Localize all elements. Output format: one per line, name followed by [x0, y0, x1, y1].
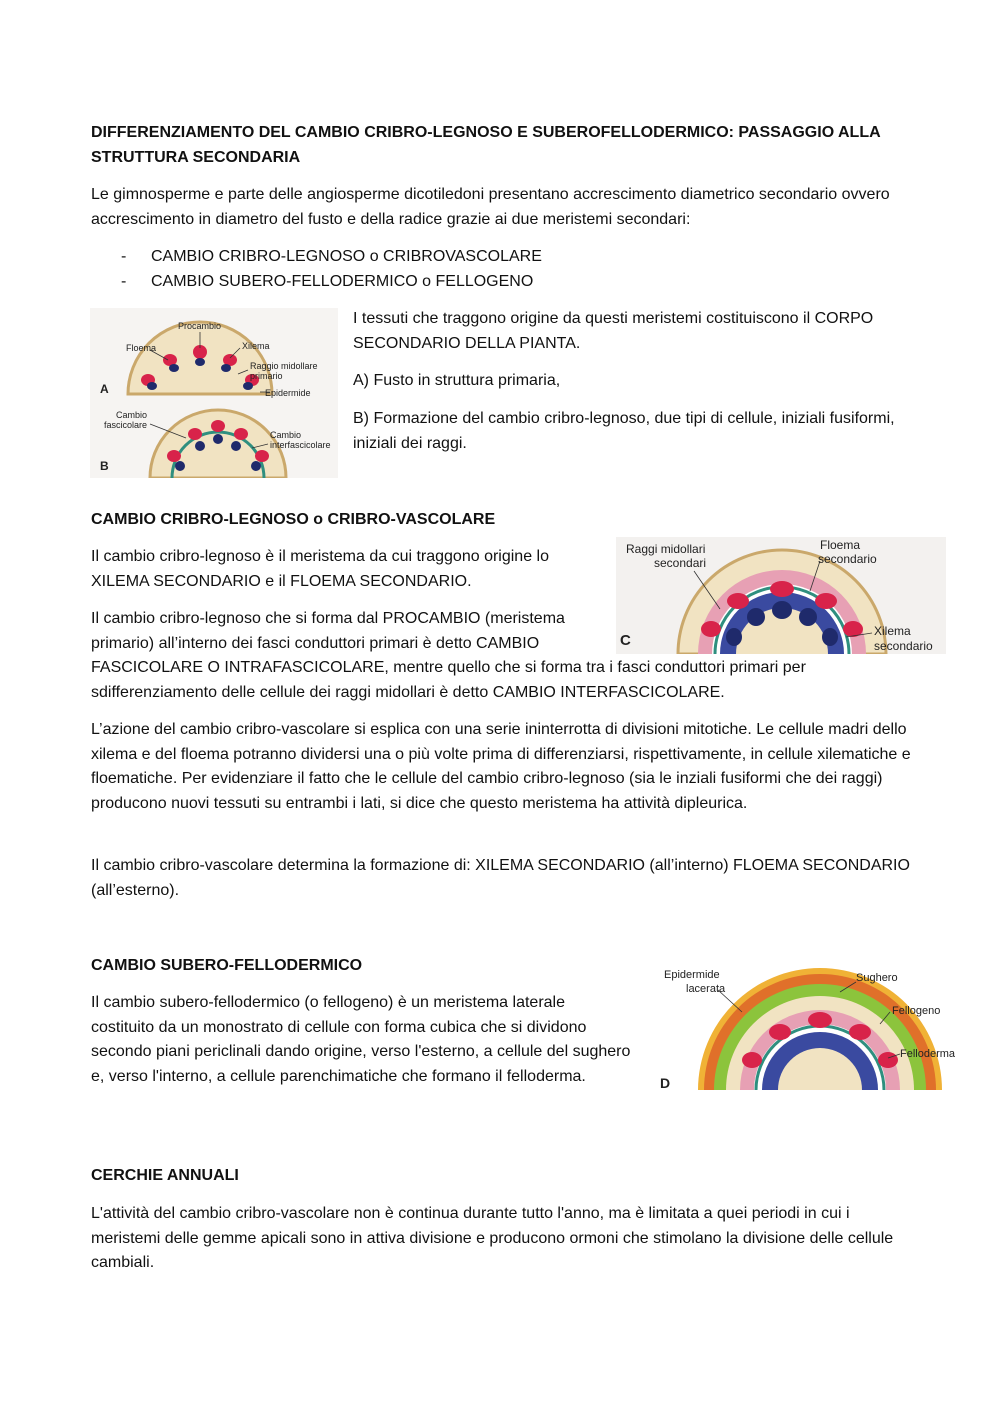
figure-d-periderm — [656, 962, 962, 1090]
label-epidermide-lacerata-2: lacerata — [686, 983, 726, 995]
label-felloderma: Felloderma — [900, 1048, 956, 1060]
label-a: A — [100, 382, 109, 396]
paragraph-formazione-cambio: B) Formazione del cambio cribro-legnoso, due tipi di cellule, iniziali fusiformi, iniziali dei raggi. — [353, 410, 895, 452]
label-fellogeno: Fellogeno — [892, 1005, 941, 1017]
paragraph-fusto-primario: A) Fusto in struttura primaria, — [353, 372, 561, 389]
paragraph-formazione-xilema-floema: Il cambio cribro-vascolare determina la formazione di: XILEMA SECONDARIO (all’interno) FLOEMA SECONDARIO (all’esterno). — [91, 857, 910, 899]
label-c: C — [620, 632, 631, 649]
label-xilema-secondario-1: Xilema — [874, 624, 911, 638]
label-floema-secondario-2: secondario — [818, 552, 877, 566]
label-b: B — [100, 459, 109, 473]
label-floema: Floema — [126, 343, 157, 353]
label-raggio-primario: primario — [250, 371, 283, 381]
label-cambio-fascicolare-2: fascicolare — [104, 420, 148, 430]
section-title-cambio-subero-fellodermico: CAMBIO SUBERO-FELLODERMICO — [91, 957, 363, 974]
label-raggi-midollari: Raggi midollari — [626, 542, 706, 556]
paragraph-corpo-secondario: I tessuti che traggono origine da questi meristemi costituiscono il CORPO SECONDARIO DELLA PIANTA. — [353, 310, 874, 352]
figure-c-secondary-tissues — [616, 537, 946, 654]
label-floema-secondario-1: Floema — [820, 538, 861, 552]
paragraph-fellogeno: Il cambio subero-fellodermico (o fellogeno) è un meristema laterale costituito da un monostrato di cellule con forma cubica che si dividono secondo piani periclinali dando origine, verso l'esterno, a cellule del sughero e, verso l'interno, a cellule parenchimatiche che formano il felloderma. — [91, 994, 631, 1085]
label-sughero: Sughero — [856, 972, 898, 984]
paragraph-cerchie-annuali: L'attività del cambio cribro-vascolare non è continua durante tutto l'anno, ma è limitata a quei periodi in cui i meristemi delle gemme apicali sono in attiva divisione e producono ormoni che stimolano la divisione delle cellule cambiali. — [91, 1205, 894, 1271]
section-title-cambio-cribro-legnoso: CAMBIO CRIBRO-LEGNOSO o CRIBRO-VASCOLARE — [91, 511, 496, 528]
section-title-cerchie-annuali: CERCHIE ANNUALI — [91, 1167, 239, 1184]
meristem-list — [91, 245, 911, 294]
intro-paragraph: Le gimnosperme e parte delle angiosperme dicotiledoni presentano accrescimento diametrico secondario ovvero accrescimento in diametro del fusto e della radice grazie ai due meristemi secondari: — [91, 186, 890, 228]
list-item: - CAMBIO CRIBRO-LEGNOSO o CRIBROVASCOLARE — [121, 248, 542, 265]
label-raggio-midollare: Raggio midollare — [250, 361, 318, 371]
label-d: D — [660, 1075, 671, 1090]
label-procambio: Procambio — [178, 321, 222, 331]
paragraph-cambio-origine: Il cambio cribro-legnoso è il meristema da cui traggono origine lo XILEMA SECONDARIO e il FLOEMA SECONDARIO. — [91, 548, 549, 590]
label-epidermide: Epidermide — [265, 388, 311, 398]
label-raggi-secondari: secondari — [654, 556, 707, 570]
label-epidermide-lacerata-1: Epidermide — [664, 969, 720, 981]
label-cambio-interfascicolare-1: Cambio — [270, 430, 302, 440]
paragraph-procambio-line1: Il cambio cribro-legnoso che si forma dal PROCAMBIO (meristema — [91, 610, 565, 627]
paragraph-procambio-rest: FASCICOLARE O INTRAFASCICOLARE, mentre quello che si forma tra i fasci conduttori primari per sdifferenziamento delle cellule dei raggi midollari è detto CAMBIO INTERFASCICOLARE. — [91, 659, 806, 701]
label-cambio-interfascicolare-2: interfascicolare — [270, 440, 331, 450]
paragraph-azione-cambio: L’azione del cambio cribro-vascolare si esplica con una serie ininterrotta di divisioni mitotiche. Le cellule madri dello xilema e del floema potranno dividersi una o più volte prima di differenziarsi, rispettivamente, in cellule xilematiche e floematiche. Per evidenziare il fatto che le cellule del cambio cribro-legnoso (sia le inziali fusiformi che dei raggi) producono nuovi tessuti su entrambi i lati, si dice che questo meristema ha attività dipleurica. — [91, 721, 911, 812]
label-xilema-secondario-2: secondario — [874, 639, 933, 653]
paragraph-procambio-line2: primario) all’interno dei fasci conduttori primari è detto CAMBIO — [91, 635, 540, 652]
section-title-differenziamento: DIFFERENZIAMENTO DEL CAMBIO CRIBRO-LEGNOSO E SUBEROFELLODERMICO: PASSAGGIO ALLA STRUTTURA SECONDARIA — [91, 124, 881, 166]
list-item: - CAMBIO SUBERO-FELLODERMICO o FELLOGENO — [121, 272, 534, 290]
figure-ab-stem-structure — [90, 308, 338, 478]
label-xilema: Xilema — [242, 341, 270, 351]
label-cambio-fascicolare-1: Cambio — [116, 410, 148, 420]
